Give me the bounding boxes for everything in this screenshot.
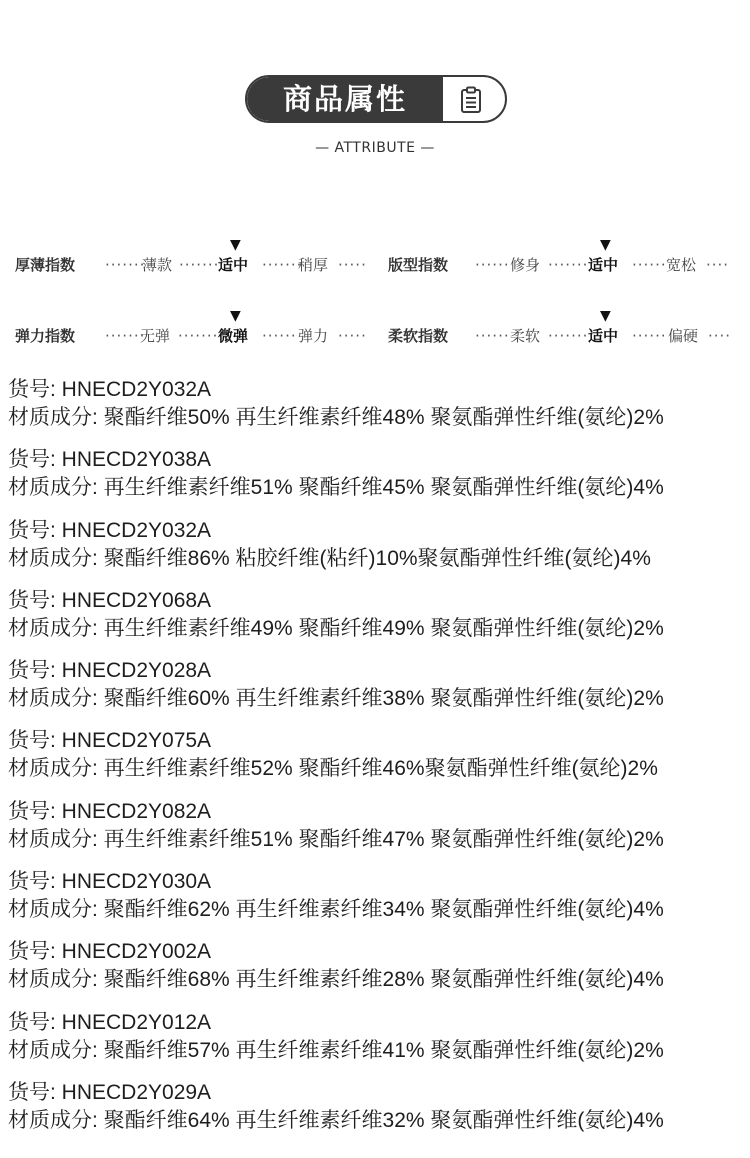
product-material: 材质成分: 聚酯纤维64% 再生纤维素纤维32% 聚氨酯弹性纤维(氨纶)4%: [8, 1108, 664, 1132]
softness-option-medium: 适中: [588, 327, 619, 345]
product-sku: 货号: HNECD2Y075A: [8, 729, 212, 753]
product-sku: 货号: HNECD2Y028A: [8, 659, 212, 683]
product-sku: 货号: HNECD2Y032A: [8, 518, 212, 542]
softness-dots-2: ·······: [548, 327, 589, 345]
elasticity-dots-4: ·····: [338, 327, 367, 345]
product-item: [8, 1009, 748, 1079]
product-sku: 货号: HNECD2Y082A: [8, 799, 212, 823]
section-subtitle: — ATTRIBUTE —: [315, 140, 435, 156]
product-item: [8, 868, 748, 938]
section-title: 商品属性: [247, 77, 443, 121]
elasticity-dots-3: ······: [262, 327, 297, 345]
product-material: 材质成分: 聚酯纤维86% 粘胶纤维(粘纤)10%聚氨酯弹性纤维(氨纶)4%: [8, 546, 651, 570]
title-badge: [245, 75, 507, 123]
product-sku: 货号: HNECD2Y038A: [8, 448, 212, 472]
fit-label: 版型指数: [388, 256, 449, 274]
fit-option-slim: 修身: [510, 256, 541, 274]
product-material: 材质成分: 再生纤维素纤维51% 聚酯纤维47% 聚氨酯弹性纤维(氨纶)2%: [8, 827, 664, 851]
fit-dots-2: ·······: [548, 256, 589, 274]
softness-selected-marker: ▼: [600, 308, 611, 324]
fit-dots-3: ······: [632, 256, 667, 274]
elasticity-selected-marker: ▼: [230, 308, 241, 324]
fit-dots-1: ······: [475, 256, 510, 274]
thickness-option-thick: 稍厚: [298, 256, 329, 274]
thickness-dots-1: ·······: [105, 256, 146, 274]
softness-dots-3: ······: [632, 327, 667, 345]
product-material: 材质成分: 聚酯纤维68% 再生纤维素纤维28% 聚氨酯弹性纤维(氨纶)4%: [8, 968, 664, 992]
product-sku: 货号: HNECD2Y012A: [8, 1010, 212, 1034]
thickness-label: 厚薄指数: [15, 256, 76, 274]
product-item: [8, 587, 748, 657]
thickness-option-thin: 薄款: [142, 256, 173, 274]
product-item: [8, 657, 748, 727]
product-item: [8, 798, 748, 868]
clipboard-icon: [456, 85, 486, 115]
elasticity-option-slight: 微弹: [218, 327, 249, 345]
product-sku: 货号: HNECD2Y029A: [8, 1080, 212, 1104]
product-item: [8, 727, 748, 797]
product-item: [8, 446, 748, 516]
product-material: 材质成分: 聚酯纤维50% 再生纤维素纤维48% 聚氨酯弹性纤维(氨纶)2%: [8, 406, 664, 429]
thickness-dots-4: ·····: [338, 256, 367, 274]
softness-option-soft: 柔软: [510, 327, 541, 345]
fit-dots-4: ····: [706, 256, 730, 274]
scale-row-2: [0, 306, 750, 346]
elasticity-label: 弹力指数: [15, 327, 76, 345]
product-sku: 货号: HNECD2Y068A: [8, 588, 212, 612]
softness-label: 柔软指数: [388, 327, 449, 345]
product-sku: 货号: HNECD2Y030A: [8, 870, 212, 894]
elasticity-dots-1: ·······: [105, 327, 146, 345]
fit-option-loose: 宽松: [666, 256, 697, 274]
scale-row-1: [0, 235, 750, 275]
product-material: 材质成分: 聚酯纤维62% 再生纤维素纤维34% 聚氨酯弹性纤维(氨纶)4%: [8, 898, 664, 922]
product-material: 材质成分: 聚酯纤维57% 再生纤维素纤维41% 聚氨酯弹性纤维(氨纶)2%: [8, 1038, 664, 1062]
product-material: 材质成分: 再生纤维素纤维52% 聚酯纤维46%聚氨酯弹性纤维(氨纶)2%: [8, 757, 658, 781]
elasticity-dots-2: ·······: [178, 327, 219, 345]
elasticity-option-none: 无弹: [140, 327, 171, 345]
product-item: [8, 517, 748, 587]
softness-dots-4: ····: [708, 327, 732, 345]
product-list: [8, 376, 748, 1149]
product-item: [8, 938, 748, 1008]
fit-option-medium: 适中: [588, 256, 619, 274]
thickness-selected-marker: ▼: [230, 237, 241, 253]
elasticity-option-stretch: 弹力: [298, 327, 329, 345]
product-sku: 货号: HNECD2Y032A: [8, 378, 212, 401]
softness-option-hard: 偏硬: [668, 327, 699, 345]
product-material: 材质成分: 聚酯纤维60% 再生纤维素纤维38% 聚氨酯弹性纤维(氨纶)2%: [8, 687, 664, 711]
product-material: 材质成分: 再生纤维素纤维49% 聚酯纤维49% 聚氨酯弹性纤维(氨纶)2%: [8, 616, 664, 640]
softness-dots-1: ······: [475, 327, 510, 345]
fit-selected-marker: ▼: [600, 237, 611, 253]
thickness-option-medium: 适中: [218, 256, 249, 274]
attribute-header: [0, 0, 750, 180]
thickness-dots-3: ·······: [262, 256, 303, 274]
product-material: 材质成分: 再生纤维素纤维51% 聚酯纤维45% 聚氨酯弹性纤维(氨纶)4%: [8, 476, 664, 500]
thickness-dots-2: ·······: [179, 256, 220, 274]
product-item: [8, 1079, 748, 1149]
product-sku: 货号: HNECD2Y002A: [8, 940, 212, 964]
product-item: [8, 376, 748, 446]
